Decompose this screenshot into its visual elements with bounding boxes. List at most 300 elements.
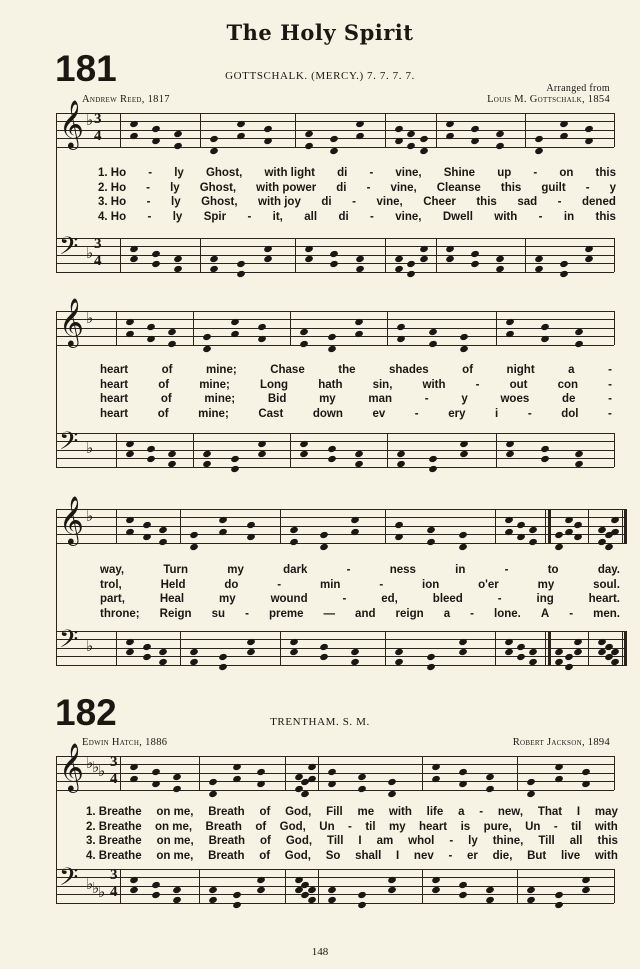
treble-staff [56, 509, 627, 544]
note-head [173, 142, 183, 150]
lyric-syllable: A [540, 607, 550, 620]
lyric-syllable: my [227, 564, 244, 576]
lyric-syllable: mine; [199, 378, 230, 391]
note-head [357, 901, 367, 909]
lyric-syllable: Heal [159, 593, 185, 605]
double-barline [548, 509, 551, 543]
lyric-syllable: ly [174, 167, 184, 179]
note-head [209, 147, 219, 155]
lyric-syllable: to [547, 564, 559, 576]
lyric-syllable: - [479, 806, 484, 818]
lyric-syllable: part, [100, 593, 125, 605]
lyric-syllable: - [470, 607, 474, 620]
barline [318, 756, 319, 790]
lyric-line [86, 850, 618, 862]
barline [285, 756, 286, 790]
hymn-number-181: 181 [55, 48, 117, 89]
lyric-syllable: of [255, 820, 267, 833]
lyric-syllable: - [497, 593, 502, 605]
lyric-syllable: woes [500, 393, 530, 405]
note-head [387, 790, 397, 798]
barline [318, 869, 319, 903]
note-head [357, 785, 367, 793]
lyric-syllable: - [366, 181, 371, 194]
lyric-syllable: Cheer [423, 196, 456, 208]
lyric-syllable: di [337, 167, 348, 179]
flat-sign-icon: ♭ [98, 762, 106, 780]
lyric-syllable: heart [100, 364, 129, 376]
barline [385, 113, 386, 147]
lyric-syllable: Spir [203, 210, 227, 223]
lyric-syllable: 4. Ho [98, 210, 127, 223]
barline [614, 311, 615, 345]
barline [495, 509, 496, 543]
barline [525, 113, 526, 147]
lyric-syllable: out [509, 378, 528, 391]
barline [614, 756, 615, 790]
lyric-syllable: heart [100, 393, 129, 405]
barline [280, 631, 281, 665]
lyric-syllable: di [338, 210, 349, 223]
lyric-line [100, 379, 612, 391]
note-head [236, 270, 246, 278]
lyric-syllable: my [219, 593, 236, 605]
lyric-syllable: Un [525, 820, 541, 833]
lyric-syllable: I [576, 806, 581, 818]
lyric-syllable: dened [582, 196, 616, 208]
lyric-syllable: all [304, 210, 318, 223]
lyric-syllable: on [559, 167, 574, 179]
note-head [554, 901, 564, 909]
lyric-syllable: wound [270, 593, 308, 605]
lyric-syllable: Dwell [442, 210, 473, 223]
lyric-syllable: 4. Breathe [86, 849, 142, 862]
lyric-syllable: Ghost, [205, 167, 243, 179]
hymn-number-182: 182 [55, 692, 117, 733]
barline [614, 869, 615, 903]
lyric-syllable: - [448, 849, 453, 862]
note-head [330, 147, 340, 155]
lyric-syllable: - [504, 564, 509, 576]
lyric-syllable: sad [517, 196, 538, 208]
system-barline [56, 113, 57, 272]
lyric-syllable: Bid [267, 393, 287, 405]
lyric-syllable: - [475, 378, 480, 391]
lyric-syllable: of [160, 393, 172, 405]
barline [120, 238, 121, 272]
barline [116, 311, 117, 345]
lyric-syllable: ly [172, 210, 183, 223]
barline [180, 509, 181, 543]
note-head [534, 147, 544, 155]
barline [290, 433, 291, 467]
lyric-syllable: with joy [258, 196, 301, 208]
tune-name-182: TRENTHAM. S. M. [270, 716, 370, 728]
barline [496, 311, 497, 345]
time-signature: 3 4 [110, 754, 118, 787]
note-head [230, 465, 240, 473]
lyric-syllable: Shine [443, 167, 476, 179]
bass-clef-icon: 𝄢 [59, 232, 79, 267]
lyric-syllable: way, [100, 564, 125, 576]
tune-name-181: GOTTSCHALK. (MERCY.) 7. 7. 7. 7. [225, 70, 415, 82]
lyric-syllable: up [497, 167, 512, 179]
lyric-syllable: heart [100, 407, 129, 420]
lyric-syllable: But [527, 849, 547, 862]
lyric-syllable: a [568, 364, 575, 376]
page-number: 148 [311, 946, 329, 958]
lyric-syllable: y [609, 181, 616, 194]
lyric-line [100, 579, 620, 591]
author-credit-182: Edwin Hatch, 1886 [82, 737, 168, 748]
lyric-syllable: guilt [541, 181, 566, 194]
lyric-syllable: 2. Breathe [86, 820, 142, 833]
lyric-syllable: 3. Ho [98, 196, 127, 208]
lyric-syllable: a [458, 806, 465, 818]
lyric-line [100, 608, 620, 620]
lyric-syllable: mine; [198, 407, 229, 420]
lyric-syllable: day. [597, 564, 620, 576]
lyric-syllable: - [569, 607, 574, 620]
lyric-syllable: - [553, 820, 558, 833]
barline [387, 311, 388, 345]
note-head [189, 543, 199, 551]
lyric-syllable: mine; [206, 364, 237, 376]
lyric-syllable: with power [256, 181, 317, 194]
bass-clef-icon: 𝄢 [59, 863, 79, 898]
lyric-syllable: reign [395, 607, 424, 620]
lyric-syllable: God, [284, 849, 311, 862]
lyric-syllable: mine; [204, 393, 236, 405]
lyric-syllable: shall [355, 849, 382, 862]
lyric-syllable: - [352, 196, 356, 208]
lyric-syllable: ly [468, 835, 478, 847]
barline [436, 238, 437, 272]
note-head [485, 785, 495, 793]
lyric-syllable: di [321, 196, 332, 208]
lyric-syllable: I [358, 835, 362, 847]
lyric-syllable: ing [536, 593, 554, 605]
lyric-syllable: with [388, 806, 412, 818]
barline [622, 509, 623, 543]
flat-sign-icon: ♭ [86, 637, 94, 655]
lyric-syllable: pure, [483, 820, 512, 833]
lyric-syllable: - [369, 167, 374, 179]
lyric-syllable: with [494, 210, 518, 223]
lyric-syllable: of [158, 378, 170, 391]
lyric-syllable: Ghost, [199, 181, 237, 194]
lyric-syllable: til [365, 820, 376, 833]
barline [517, 869, 518, 903]
lyric-syllable: ly [171, 196, 181, 208]
lyric-syllable: with [422, 378, 446, 391]
lyric-syllable: o'er [478, 578, 499, 591]
lyric-syllable: and [355, 607, 376, 620]
time-signature: 3 4 [94, 236, 102, 269]
lyric-syllable: all [569, 835, 583, 847]
lyric-syllable: Held [160, 578, 186, 591]
barline [422, 756, 423, 790]
note-head [428, 465, 438, 473]
lyric-syllable: God, [279, 820, 306, 833]
flat-sign-icon: ♭ [86, 507, 94, 525]
barline [614, 433, 615, 467]
lyric-syllable: ed, [381, 593, 398, 605]
note-head [564, 663, 574, 671]
double-barline [548, 631, 551, 665]
lyric-syllable: Chase [270, 364, 305, 376]
barline [622, 631, 623, 665]
composer-credit-182: Robert Jackson, 1894 [512, 737, 610, 748]
lyric-syllable: - [449, 835, 454, 847]
composer-credit-181: Louis M. Gottschalk, 1854 [487, 94, 610, 105]
barline [116, 433, 117, 467]
barline [614, 113, 615, 147]
lyric-syllable: this [595, 167, 616, 179]
barline [545, 509, 546, 543]
lyric-syllable: - [538, 210, 543, 223]
lyric-syllable: - [277, 578, 282, 591]
barline [496, 433, 497, 467]
lyric-syllable: - [147, 210, 152, 223]
lyric-syllable: God, [285, 806, 312, 818]
lyric-line [100, 408, 612, 420]
lyric-syllable: vine, [395, 167, 422, 179]
lyric-syllable: it, [272, 210, 283, 223]
time-signature: 3 4 [110, 867, 118, 900]
barline [120, 113, 121, 147]
note-head [526, 790, 536, 798]
final-barline [624, 509, 627, 543]
lyric-syllable: Reign [159, 607, 192, 620]
barline [295, 238, 296, 272]
lyric-syllable: ery [448, 407, 466, 420]
lyric-syllable: Till [538, 835, 555, 847]
barline [290, 311, 291, 345]
lyric-syllable: on me, [156, 835, 194, 847]
lyric-syllable: min [320, 578, 341, 591]
lyric-syllable: vine, [395, 210, 422, 223]
lyric-syllable: am [376, 835, 394, 847]
section-title: The Holy Spirit [226, 20, 414, 45]
lyric-syllable: - [348, 820, 352, 833]
lyric-syllable: Breath [208, 849, 245, 862]
barline [200, 113, 201, 147]
lyric-syllable: of [462, 364, 474, 376]
lyric-syllable: in [455, 564, 466, 576]
lyric-syllable: - [370, 210, 374, 223]
lyric-syllable: - [146, 196, 151, 208]
lyric-syllable: y [461, 393, 468, 405]
bass-clef-icon: 𝄢 [59, 427, 79, 462]
lyric-syllable: er [467, 849, 478, 862]
note-head [528, 538, 538, 546]
note-head [426, 663, 436, 671]
lyric-syllable: hath [318, 378, 343, 391]
lyric-syllable: ev [372, 407, 386, 420]
lyric-syllable: is [460, 820, 471, 833]
note-head [289, 538, 299, 546]
treble-clef-icon: 𝄞 [59, 99, 84, 148]
bass-clef-icon: 𝄢 [59, 625, 79, 660]
note-head [426, 538, 436, 546]
lyric-line [98, 196, 616, 208]
lyric-syllable: Cast [258, 407, 284, 420]
lyric-syllable: - [608, 393, 612, 405]
lyric-syllable: of [161, 364, 173, 376]
final-barline [624, 631, 627, 665]
lyric-syllable: vine, [376, 196, 403, 208]
lyric-syllable: shades [389, 364, 429, 376]
barline [422, 869, 423, 903]
flat-sign-icon: ♭ [86, 439, 94, 457]
barline [295, 113, 296, 147]
lyric-syllable: So [325, 849, 341, 862]
lyric-syllable: in [563, 210, 575, 223]
note-head [301, 790, 311, 798]
lyric-syllable: Breath [208, 835, 246, 847]
lyric-line [100, 564, 620, 576]
lyric-syllable: Breath [208, 806, 245, 818]
lyric-syllable: ion [422, 578, 440, 591]
lyric-syllable: my [537, 578, 555, 591]
lyric-syllable: 2. Ho [98, 181, 127, 194]
lyric-syllable: heart. [588, 593, 620, 605]
lyric-syllable: Long [259, 378, 289, 391]
barline [120, 869, 121, 903]
lyric-syllable: - [557, 196, 562, 208]
flat-sign-icon: ♭ [98, 883, 106, 901]
note-head [604, 543, 614, 551]
note-head [299, 340, 309, 348]
lyric-syllable: — [323, 607, 336, 620]
barline [116, 509, 117, 543]
barline [193, 433, 194, 467]
system-barline [56, 509, 57, 665]
bass-staff [56, 631, 627, 666]
lyric-syllable: - [148, 167, 153, 179]
lyric-line [98, 167, 616, 179]
lyric-syllable: de [561, 393, 576, 405]
lyric-syllable: my [319, 393, 336, 405]
time-signature: 3 4 [94, 111, 102, 144]
lyric-syllable: life [426, 806, 444, 818]
barline [199, 756, 200, 790]
note-head [208, 790, 218, 798]
lyric-line [98, 211, 616, 223]
note-head [460, 345, 470, 353]
lyric-syllable: I [396, 849, 400, 862]
lyric-syllable: whol [408, 835, 435, 847]
lyric-syllable: - [424, 393, 429, 405]
note-head [167, 340, 177, 348]
lyric-syllable: - [608, 407, 612, 420]
lyric-syllable: lone. [494, 607, 521, 620]
note-head [419, 147, 429, 155]
lyric-syllable: live [560, 849, 581, 862]
lyric-syllable: Fill [326, 806, 343, 818]
lyric-syllable: my [388, 820, 406, 833]
lyric-syllable: the [338, 364, 356, 376]
barline [199, 869, 200, 903]
lyric-syllable: this [597, 835, 618, 847]
barline [285, 869, 286, 903]
lyric-syllable: - [527, 407, 532, 420]
lyric-syllable: Turn [163, 564, 189, 576]
lyric-syllable: ness [389, 564, 416, 576]
lyric-syllable: night [506, 364, 535, 376]
lyric-syllable: nev [413, 849, 434, 862]
lyric-syllable: di [336, 181, 347, 194]
barline [436, 113, 437, 147]
lyric-syllable: with [594, 849, 618, 862]
note-head [202, 345, 212, 353]
lyric-syllable: with light [264, 167, 315, 179]
treble-staff [56, 311, 614, 346]
lyric-syllable: men. [593, 607, 620, 620]
lyric-syllable: - [533, 167, 538, 179]
lyric-line [100, 364, 612, 376]
lyric-syllable: Till [327, 835, 344, 847]
lyric-syllable: new, [497, 806, 524, 818]
lyric-syllable: i [495, 407, 499, 420]
lyric-line [86, 821, 618, 833]
treble-clef-icon: 𝄞 [59, 495, 84, 544]
lyric-syllable: throne; [100, 607, 140, 620]
treble-clef-icon: 𝄞 [59, 742, 84, 791]
barline [120, 756, 121, 790]
barline [614, 238, 615, 272]
note-head [327, 345, 337, 353]
note-head [304, 142, 314, 150]
lyric-syllable: - [585, 181, 590, 194]
lyric-syllable: 1. Ho [98, 167, 127, 179]
lyric-line [100, 393, 612, 405]
barline [200, 238, 201, 272]
flat-sign-icon: ♭ [92, 758, 100, 776]
note-head [554, 543, 564, 551]
lyric-syllable: - [247, 210, 252, 223]
barline [385, 509, 386, 543]
note-head [232, 901, 242, 909]
barline [385, 238, 386, 272]
note-head [218, 663, 228, 671]
barline [193, 311, 194, 345]
lyric-syllable: sin, [372, 378, 393, 391]
barline [387, 433, 388, 467]
lyric-syllable: of [259, 849, 271, 862]
flat-sign-icon: ♭ [86, 111, 94, 129]
barline [588, 631, 589, 665]
treble-staff [56, 113, 614, 148]
lyric-syllable: - [608, 378, 612, 391]
lyric-syllable: - [346, 564, 351, 576]
lyric-syllable: bleed [432, 593, 463, 605]
lyric-syllable: con [557, 378, 579, 391]
lyric-line [98, 182, 616, 194]
lyric-syllable: Un [319, 820, 335, 833]
flat-sign-icon: ♭ [86, 754, 94, 772]
system-barline [56, 311, 57, 467]
lyric-syllable: soul. [593, 578, 620, 591]
lyric-syllable: 1. Breathe [86, 806, 142, 818]
flat-sign-icon: ♭ [86, 875, 94, 893]
lyric-syllable: su [211, 607, 226, 620]
flat-sign-icon: ♭ [86, 244, 94, 262]
lyric-syllable: this [500, 181, 522, 194]
lyric-syllable: this [476, 196, 497, 208]
lyric-syllable: with [594, 820, 618, 833]
